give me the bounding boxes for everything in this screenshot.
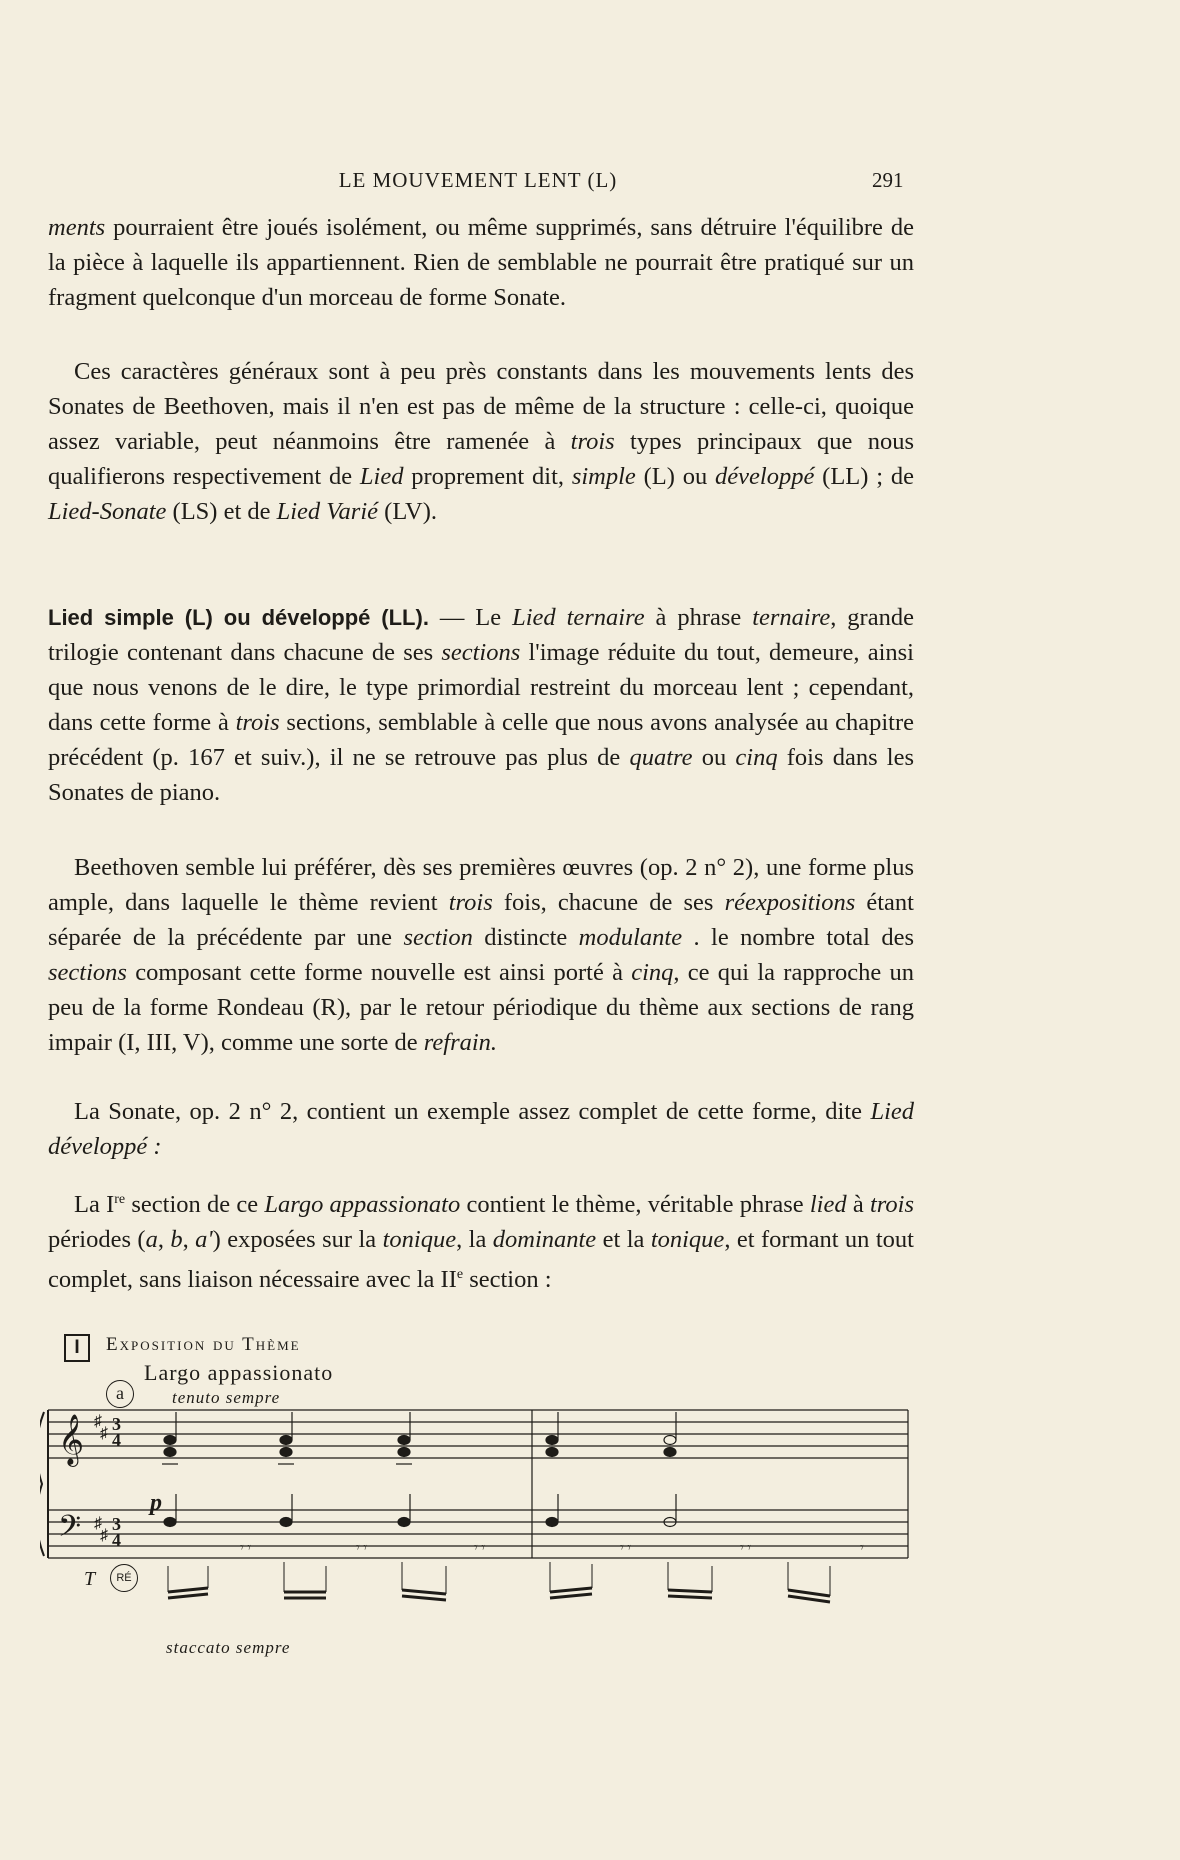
text-italic: sections [441,639,521,666]
text-italic: a' [195,1226,213,1254]
text: l'image réduite du tout, demeure, ainsi que nous venons de le dire, le type primordial restreint du morceau lent ; cependant, dans cette forme à [48,639,914,736]
text: fois dans les Sonates de piano. [48,744,915,806]
text-italic: tonique [650,1226,725,1254]
text-italic: ments [48,214,106,241]
svg-text:3: 3 [112,1414,121,1434]
paragraph-4 [48,850,914,1060]
music-example [40,1330,920,1670]
text: (LV). [378,498,438,525]
text: fois, chacune de ses [492,889,725,916]
period-label: a [106,1380,134,1408]
text-italic: b [170,1226,183,1254]
svg-text:♯: ♯ [94,1413,102,1430]
text-italic: Largo appassionato [264,1191,461,1219]
text-italic: réexpositions [724,889,856,916]
text-italic: trois [869,1191,914,1219]
expression-top: tenuto sempre [172,1388,281,1407]
tonality-label: T [84,1568,96,1590]
text: , et formant un tout complet, sans liaison nécessaire avec la II [48,1226,914,1294]
svg-text:𝄞: 𝄞 [58,1414,85,1465]
text: section : [463,1266,552,1294]
text: proprement dit, [403,463,572,490]
text: (LL) ; de [814,463,914,490]
text: contient le thème, véritable phrase [460,1191,810,1219]
svg-text:𝄾 𝄾: 𝄾 𝄾 [356,1541,367,1556]
svg-text:4: 4 [112,1530,121,1550]
text-italic: développé [715,463,815,490]
text: , ce qui la rapproche un peu de la forme Rondeau (R), par le retour périodique du thème aux sections de rang impair (I, III, V), comme une sorte de [48,959,914,1056]
text-italic: trois [570,428,615,455]
text-italic: ternaire [752,604,831,631]
superscript: e [456,1267,464,1283]
tempo-marking: Largo appassionato [144,1360,334,1385]
expression-bottom: staccato sempre [166,1638,291,1657]
text-italic: trois [235,709,280,736]
text-italic: Lied-Sonate [48,498,167,525]
page-number: 291 [872,168,904,192]
dynamic-marking: p [150,1490,162,1516]
text: pourraient être joués isolément, ou même supprimés, sans détruire l'équilibre de la pièce à laquelle ils appartiennent. Rien de semblable ne pourrait être pratiqué sur un fragment quelconque d'un morceau de forme Sonate. [48,214,914,311]
text-italic: simple [571,463,636,490]
svg-text:4: 4 [112,1430,121,1450]
text: (L) ou [635,463,716,490]
running-title: LE MOUVEMENT LENT (L) [338,168,618,192]
text-italic: Lied Varié [276,498,379,525]
text: , [157,1226,171,1254]
svg-text:♯: ♯ [94,1515,102,1532]
text-italic: dominante [492,1226,597,1254]
text-italic: Lied [359,463,404,490]
text: distincte [472,924,579,951]
text: composant cette forme nouvelle est ainsi porté à [126,959,632,986]
paragraph-3 [48,600,914,810]
text: à [846,1191,870,1219]
text: et la [596,1226,651,1254]
text: étant séparée de la précédente par une [48,889,914,951]
paragraph-5 [48,1094,914,1164]
text: , la [456,1226,493,1254]
text: La Sonate, op. 2 n° 2, contient un exemple assez complet de cette forme, dite [74,1098,871,1125]
svg-text:𝄾 𝄾: 𝄾 𝄾 [620,1541,631,1556]
paragraph-6 [48,1182,914,1297]
paragraph-2 [48,354,914,529]
superscript: re [114,1192,126,1207]
paragraph-1 [48,210,914,315]
text: ) exposées sur la [212,1226,383,1254]
svg-text:𝄾 𝄾: 𝄾 𝄾 [474,1541,485,1556]
svg-text:3: 3 [112,1514,121,1534]
text: La I [74,1191,115,1219]
section-number-box: I [64,1334,90,1362]
example-title: Exposition du Thème [106,1334,301,1355]
text-italic: section [403,924,473,951]
text: section de ce [125,1191,265,1219]
text: périodes ( [48,1226,146,1254]
text: Beethoven semble lui préférer, dès ses premières œuvres (op. 2 n° 2), une forme plus ample, dans laquelle le thème revient [48,854,914,916]
text: — Le [428,604,513,631]
text: , grande trilogie contenant dans chacune de ses [48,604,914,666]
text: types principaux que nous qualifierons respectivement de [48,428,914,490]
svg-text:𝄾 𝄾: 𝄾 𝄾 [240,1541,251,1556]
text: (LS) et de [166,498,277,525]
text-italic: cinq [631,959,674,986]
text-italic: quatre [629,744,693,771]
text-italic: sections [48,959,127,986]
text-italic: tonique [382,1226,457,1254]
section-heading: Lied simple (L) ou développé (LL). [48,605,429,630]
text: ou [692,744,736,771]
text-italic: Lied ternaire [512,604,645,631]
text: à phrase [644,604,753,631]
svg-text:𝄾: 𝄾 [860,1541,864,1556]
text: Ces caractères généraux sont à peu près constants dans les mouvements lents des Sonates de Beethoven, mais il n'en est pas de même de la structure : celle-ci, quoique assez variable, peut néanmoins être ramenée à [48,358,914,455]
text-italic: trois [448,889,493,916]
text-italic: refrain. [423,1029,498,1056]
text-italic: Lied développé : [48,1098,914,1160]
text-italic: a [145,1226,158,1254]
text: sections, semblable à celle que nous avons analysée au chapitre précédent (p. 167 et suiv.), il ne se retrouve pas plus de [48,709,915,771]
text: . le nombre total des [682,924,914,951]
svg-text:𝄾 𝄾: 𝄾 𝄾 [740,1541,751,1556]
text-italic: lied [809,1191,847,1219]
svg-text:♯: ♯ [100,1425,108,1442]
music-staff-graphic [40,1330,920,1670]
svg-text:𝄢: 𝄢 [58,1510,82,1551]
text-italic: cinq [735,744,778,771]
text: , [182,1226,196,1254]
text-italic: modulante [578,924,683,951]
key-label: RÉ [110,1564,138,1592]
svg-text:♯: ♯ [100,1527,108,1544]
